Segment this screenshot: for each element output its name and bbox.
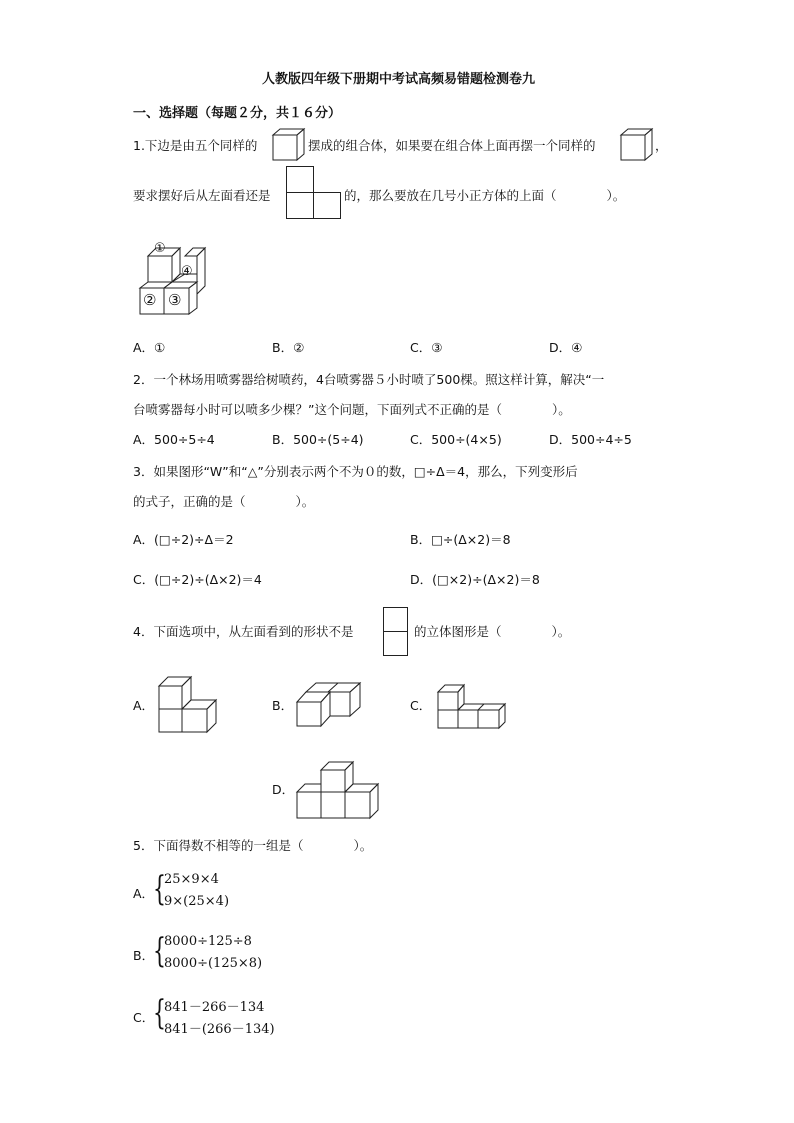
q5-text: 5．下面得数不相等的一组是（ ）。 [133, 838, 373, 853]
cube-icon [620, 128, 654, 162]
label-3: ③ [168, 291, 182, 309]
q3-text-1: 3．如果图形“W”和“△”分别表示两个不为０的数，□÷Δ＝4，那么，下列变形后 [133, 464, 578, 479]
q1-text-1: 1.下边是由五个同样的 [133, 138, 258, 153]
q1-option-c[interactable]: C．③ [410, 340, 443, 355]
q4-text-2: 的立体图形是（ ）。 [414, 624, 571, 639]
q5-c-line2: 841－(266－134) [164, 1022, 275, 1037]
q2-option-a[interactable]: A．500÷5÷4 [133, 432, 215, 447]
q4-text-1: 4．下面选项中，从左面看到的形状不是 [133, 624, 354, 639]
q4-label-c[interactable]: C． [410, 698, 432, 713]
q2-option-d[interactable]: D．500÷4÷5 [549, 432, 632, 447]
q5-label-a[interactable]: A． [133, 886, 155, 901]
label-1: ① [154, 241, 166, 256]
q5-label-b[interactable]: B． [133, 948, 155, 963]
q3-option-a[interactable]: A．(□÷2)÷Δ＝2 [133, 532, 234, 547]
q2-option-c[interactable]: C．500÷(4×5) [410, 432, 502, 447]
q4-figure-d[interactable] [296, 760, 382, 820]
q5-brace-b: { [153, 931, 166, 971]
q2-option-b[interactable]: B．500÷(5÷4) [272, 432, 364, 447]
q4-label-b[interactable]: B． [272, 698, 294, 713]
q4-figure-c[interactable] [437, 682, 511, 730]
q1-option-b[interactable]: B．② [272, 340, 305, 355]
q4-label-d[interactable]: D． [272, 782, 295, 797]
left-view-shape [383, 607, 409, 657]
q3-option-d[interactable]: D．(□×2)÷(Δ×2)＝8 [410, 572, 540, 587]
q5-b-line2: 8000÷(125×8) [164, 956, 263, 971]
q4-figure-b[interactable] [296, 682, 368, 728]
q2-text-2: 台喷雾器每小时可以喷多少棵？”这个问题，下面列式不正确的是（ ）。 [133, 402, 571, 417]
cube-icon [272, 128, 306, 162]
q3-option-c[interactable]: C．(□÷2)÷(Δ×2)＝4 [133, 572, 262, 587]
q1-text-5: 的，那么要放在几号小正方体的上面（ ）。 [344, 188, 626, 203]
label-4: ④ [181, 264, 193, 279]
section-heading: 一、选择题（每题２分，共１６分） [133, 106, 342, 121]
q3-option-b[interactable]: B．□÷(Δ×2)＝8 [410, 532, 511, 547]
q3-text-2: 的式子，正确的是（ ）。 [133, 494, 315, 509]
q1-option-d[interactable]: D．④ [549, 340, 583, 355]
page-title: 人教版四年级下册期中考试高频易错题检测卷九 [262, 72, 536, 87]
q5-c-line1: 841－266－134 [164, 1000, 265, 1015]
q4-figure-a[interactable] [158, 676, 220, 734]
q5-brace-a: { [153, 869, 166, 909]
q5-b-line1: 8000÷125÷8 [164, 934, 252, 949]
q2-text-1: 2．一个林场用喷雾器给树喷药，4台喷雾器５小时喷了500棵。照这样计算，解决“一 [133, 372, 605, 387]
q5-brace-c: { [153, 993, 166, 1033]
left-view-shape [286, 166, 342, 220]
q1-text-3: ， [655, 138, 668, 153]
label-2: ② [143, 291, 157, 309]
q1-text-4: 要求摆好后从左面看还是 [133, 188, 271, 203]
q5-a-line1: 25×9×4 [164, 872, 219, 887]
q5-a-line2: 9×(25×4) [164, 894, 230, 909]
q1-option-a[interactable]: A．① [133, 340, 166, 355]
q4-label-a[interactable]: A． [133, 698, 155, 713]
q5-label-c[interactable]: C． [133, 1010, 155, 1025]
q1-text-2: 摆成的组合体，如果要在组合体上面再摆一个同样的 [308, 138, 596, 153]
